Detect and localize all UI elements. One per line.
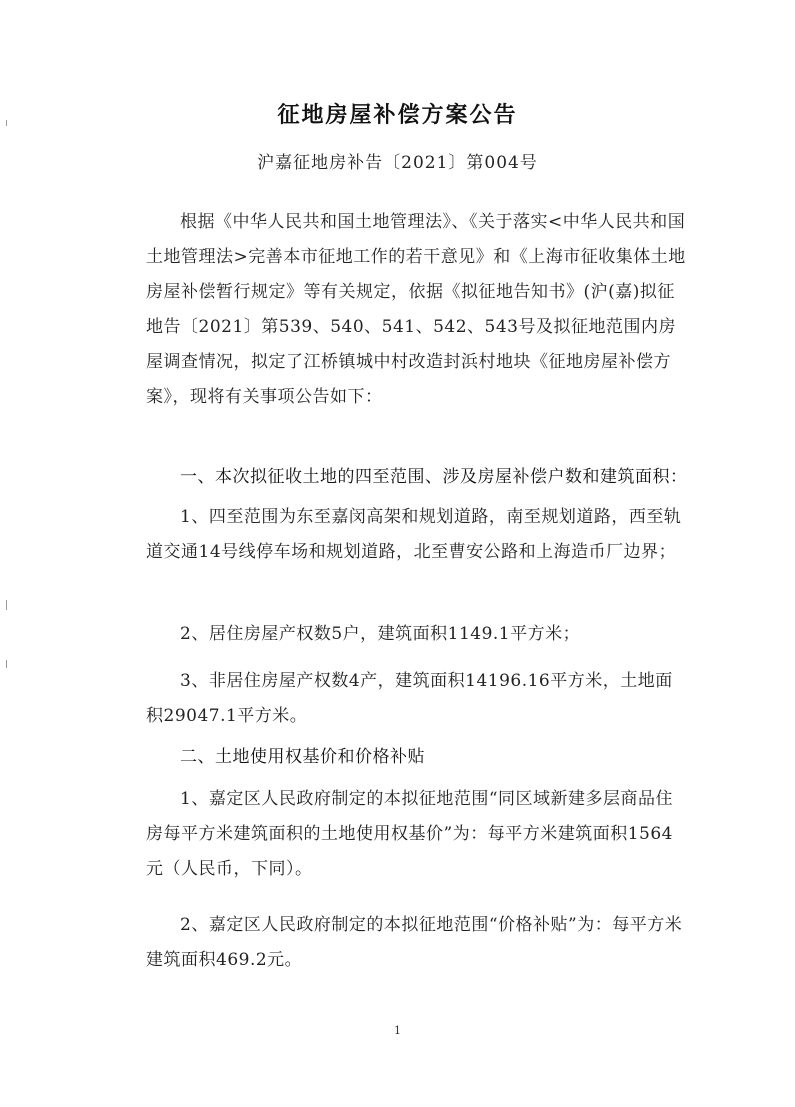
scan-edge-mark — [6, 660, 7, 668]
section1-item-2: 2、居住房屋产权数5户，建筑面积1149.1平方米； — [180, 624, 581, 644]
section2-item-1: 1、嘉定区人民政府制定的本拟征地范围“同区域新建多层商品住房每平方米建筑面积的土地使用权基价”为：每平方米建筑面积1564元（人民币，下同）。 — [146, 789, 674, 879]
page-title: 征地房屋补偿方案公告 — [277, 103, 518, 128]
page-number: 1 — [394, 1024, 401, 1037]
section-heading-2: 二、土地使用权基价和价格补贴 — [180, 747, 425, 767]
section2-item-2: 2、嘉定区人民政府制定的本拟征地范围“价格补贴”为：每平方米建筑面积469.2元。 — [146, 915, 683, 970]
intro-paragraph: 根据《中华人民共和国土地管理法》、《关于落实<中华人民共和国土地管理法>完善本市征地工作的若干意见》和《上海市征收集体土地房屋补偿暂行规定》等有关规定，依据《拟征地告知书》(沪(嘉)拟征地告〔2021〕第539、540、541、542、543号及拟征地范围内房屋调查情况，拟定了江桥镇城中村改造封浜村地块《征地房屋补偿方案》，现将有关事项公告如下： — [146, 212, 686, 407]
section-heading-1: 一、本次拟征收土地的四至范围、涉及房屋补偿户数和建筑面积： — [180, 467, 688, 487]
scan-edge-mark — [6, 600, 7, 610]
section1-item-3: 3、非居住房屋产权数4产，建筑面积14196.16平方米，土地面积29047.1平方米。 — [146, 671, 673, 726]
section1-item-1: 1、四至范围为东至嘉闵高架和规划道路，南至规划道路，西至轨道交通14号线停车场和规划道路，北至曹安公路和上海造币厂边界； — [146, 507, 682, 562]
document-number: 沪嘉征地房补告〔2021〕第004号 — [257, 153, 538, 173]
